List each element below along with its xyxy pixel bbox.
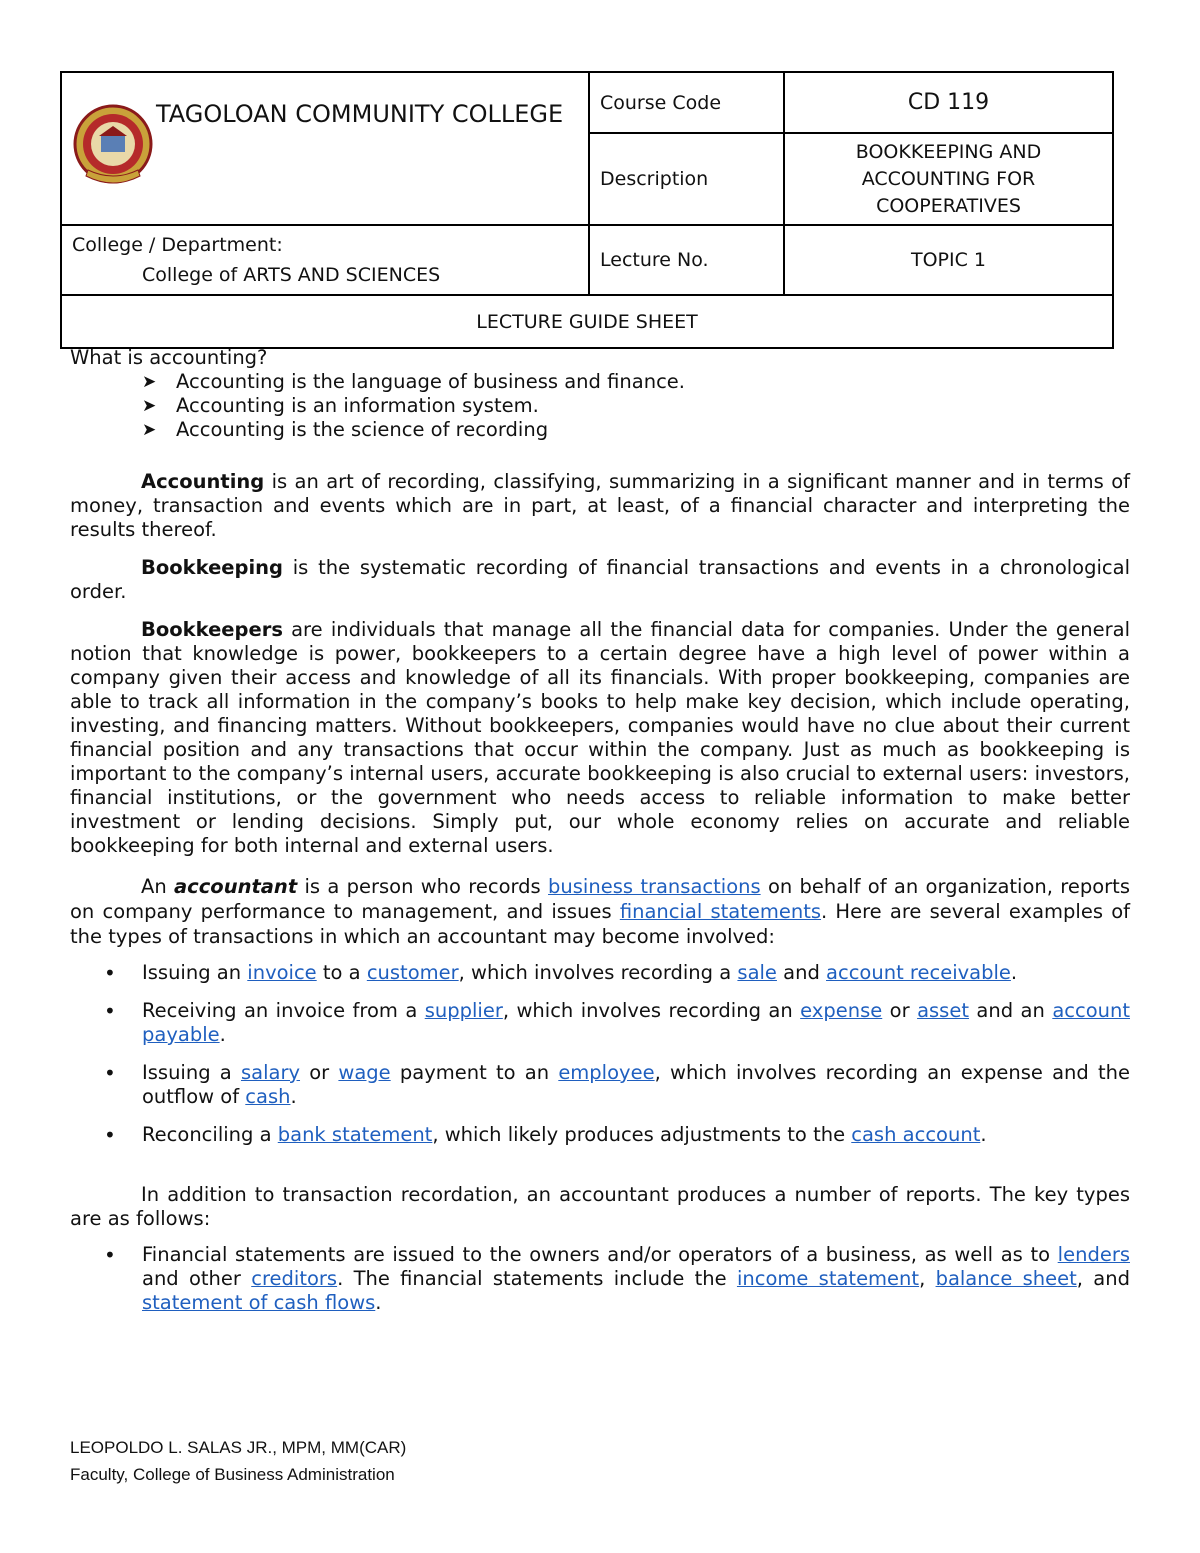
bullet-icon: • [104, 1243, 116, 1267]
footer [70, 1434, 406, 1488]
lecture-label: Lecture No. [589, 225, 784, 295]
link-sale[interactable]: sale [737, 961, 777, 984]
footer-role: Faculty, College of Business Administration [70, 1465, 395, 1484]
school-cell [61, 72, 589, 225]
link-balance-sheet[interactable]: balance sheet [935, 1267, 1077, 1290]
term: Accounting [141, 470, 265, 493]
link-asset[interactable]: asset [917, 999, 969, 1022]
intro-question: What is accounting? [70, 346, 268, 369]
term: Bookkeeping [141, 556, 284, 579]
list-item: ➤ Accounting is the science of recording [142, 418, 549, 441]
link-employee[interactable]: employee [558, 1061, 655, 1084]
college-seal-icon [72, 102, 154, 192]
bullet-icon: • [104, 1123, 116, 1147]
header-table [60, 71, 1114, 349]
bookkeeping-definition: Bookkeeping is the systematic recording of financial transactions and events in a chronological order. [70, 556, 1130, 603]
bullet-icon: • [104, 1061, 116, 1085]
lecture-value: TOPIC 1 [784, 225, 1113, 295]
reports-intro: In addition to transaction recordation, an accountant produces a number of reports. The key types are as follows: [70, 1183, 1130, 1230]
link-statement-of-cash-flows[interactable]: statement of cash flows [142, 1291, 376, 1314]
term: Bookkeepers [141, 618, 283, 641]
list-item: ➤ Accounting is an information system. [142, 394, 539, 417]
list-item: • Receiving an invoice from a supplier, which involves recording an expense or asset and an account payable. [104, 999, 1130, 1046]
link-creditors[interactable]: creditors [251, 1267, 338, 1290]
link-business-transactions[interactable]: business transactions [548, 875, 761, 898]
description-label: Description [589, 133, 784, 225]
footer-author: LEOPOLDO L. SALAS JR., MPM, MM(CAR) [70, 1438, 407, 1457]
list-item: • Financial statements are issued to the owners and/or operators of a business, as well as to lenders and other creditors. The financial statements include the income statement, balance sheet, and statement of cash flows. [104, 1243, 1130, 1314]
list-item: ➤ Accounting is the language of business and finance. [142, 370, 685, 393]
arrow-bullet-icon: ➤ [142, 372, 157, 392]
accounting-definition: Accounting is an art of recording, classifying, summarizing in a significant manner and in terms of money, transaction and events which are in part, at least, of a financial character and interpreting the results thereof. [70, 470, 1130, 541]
course-code-label: Course Code [589, 72, 784, 133]
bullet-icon: • [104, 999, 116, 1023]
link-customer[interactable]: customer [366, 961, 459, 984]
arrow-bullet-icon: ➤ [142, 396, 157, 416]
link-income-statement[interactable]: income statement [736, 1267, 920, 1290]
accountant-paragraph: An accountant is a person who records business transactions on behalf of an organization, reports on company performance to management, and issues financial statements. Here are several examples of the types of transactions in which an accountant may become involved: [70, 875, 1130, 948]
list-item: • Issuing a salary or wage payment to an employee, which involves recording an expense and the outflow of cash. [104, 1061, 1130, 1108]
department-value: College of ARTS AND SCIENCES [142, 264, 441, 286]
lecture-content [70, 346, 1130, 1315]
course-code-value: CD 119 [784, 72, 1113, 133]
arrow-bullet-icon: ➤ [142, 420, 157, 440]
department-cell [61, 225, 589, 295]
link-bank-statement[interactable]: bank statement [277, 1123, 433, 1146]
bullet-icon: • [104, 961, 116, 985]
link-salary[interactable]: salary [240, 1061, 301, 1084]
link-lenders[interactable]: lenders [1057, 1243, 1130, 1266]
sheet-title: LECTURE GUIDE SHEET [61, 295, 1113, 348]
department-label: College / Department: [72, 234, 283, 256]
transaction-examples [70, 961, 1130, 1147]
link-account-receivable[interactable]: account receivable [826, 961, 1011, 984]
link-financial-statements[interactable]: financial statements [619, 900, 822, 923]
link-wage[interactable]: wage [338, 1061, 391, 1084]
link-cash[interactable]: cash [245, 1085, 291, 1108]
link-expense[interactable]: expense [800, 999, 883, 1022]
intro-points [70, 370, 1130, 442]
school-name: TAGOLOAN COMMUNITY COLLEGE [156, 99, 564, 128]
link-supplier[interactable]: supplier [424, 999, 503, 1022]
term: accountant [174, 875, 298, 898]
report-types [70, 1243, 1130, 1315]
link-cash-account[interactable]: cash account [851, 1123, 981, 1146]
bookkeepers-paragraph: Bookkeepers are individuals that manage all the financial data for companies. Under the general notion that knowledge is power, bookkeepers to a certain degree have a high level of power within a company given their access and knowledge of all its financials. With proper bookkeeping, companies are able to track all information in the company’s books to help make key decision, which include operating, investing, and financing matters. Without bookkeepers, companies would have no clue about their current financial position and any transactions that occur within the company. Just as much as bookkeeping is important to the company’s internal users, accurate bookkeeping is also crucial to external users: investors, financial institutions, or the government who needs access to reliable information to make better investment or lending decisions. Simply put, our whole economy relies on accurate and reliable bookkeeping for both internal and external users. [70, 618, 1130, 857]
description-value: BOOKKEEPING AND ACCOUNTING FOR COOPERATIVES [784, 133, 1113, 225]
list-item: • Reconciling a bank statement, which likely produces adjustments to the cash account. [104, 1123, 987, 1147]
link-account-payable[interactable]: account payable [142, 999, 1130, 1046]
link-invoice[interactable]: invoice [247, 961, 317, 984]
list-item: • Issuing an invoice to a customer, which involves recording a sale and account receivable. [104, 961, 1018, 985]
